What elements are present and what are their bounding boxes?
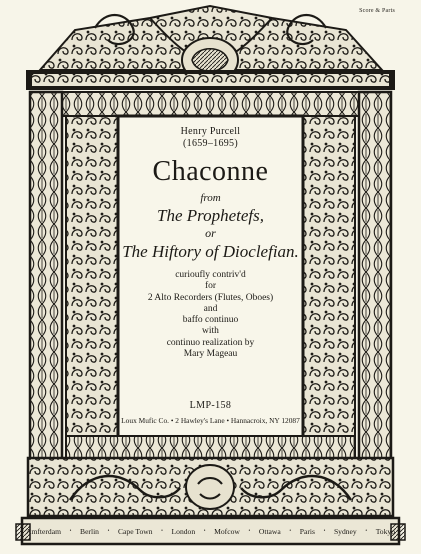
credit-line: baffo continuo	[182, 315, 239, 326]
or-label: or	[205, 226, 216, 240]
catalog-number: LMP-158	[189, 400, 232, 411]
source-work-title: The Prophetefs,	[156, 206, 265, 225]
credits-block	[120, 270, 301, 360]
right-outer-pilaster	[359, 92, 391, 484]
city-name: Sydney	[333, 526, 357, 536]
upper-frieze	[60, 92, 361, 116]
city-name: Paris	[299, 526, 315, 536]
credit-line: with	[202, 326, 219, 337]
city-name: Berlin	[80, 526, 99, 536]
publisher-address: Loux Mufic Co. • 2 Hawley's Lane • Hannacroix, NY 12087	[121, 416, 300, 425]
credit-line: Mary Mageau	[183, 349, 238, 360]
city-name: Cape Town	[117, 526, 153, 536]
left-inner-pilaster	[66, 116, 118, 436]
lower-frieze	[66, 436, 355, 458]
title-panel	[120, 118, 301, 435]
base-mask-ornament	[186, 465, 234, 509]
credit-line: for	[204, 281, 217, 292]
city-list: Amfterdam • Berlin • Cape Town • London • Mofcow • Ottawa • Paris • Sydney • Tokyo	[26, 526, 395, 536]
right-inner-pilaster	[303, 116, 355, 436]
city-name: Mofcow	[214, 526, 240, 536]
city-name: London	[171, 526, 196, 536]
source-work-subtitle: The Hiftory of Dioclefian.	[122, 242, 299, 261]
credit-line: continuo realization by	[166, 337, 255, 348]
credit-line: 2 Alto Recorders (Flutes, Oboes)	[147, 292, 274, 303]
composer-dates: (1659–1695)	[183, 138, 238, 149]
score-and-parts-label: Score & Parts	[359, 8, 395, 14]
city-name: Amfterdam	[26, 526, 62, 536]
left-outer-pilaster	[30, 92, 62, 484]
composer-name: Henry Purcell	[180, 126, 241, 137]
work-title: Chaconne	[152, 156, 269, 187]
credit-line: curioufly contriv'd	[175, 270, 246, 280]
city-name: Ottawa	[258, 526, 281, 536]
from-label: from	[200, 192, 221, 204]
entablature-frieze	[32, 74, 389, 86]
credit-line: and	[203, 303, 218, 314]
city-name: Tokyo	[375, 526, 395, 536]
